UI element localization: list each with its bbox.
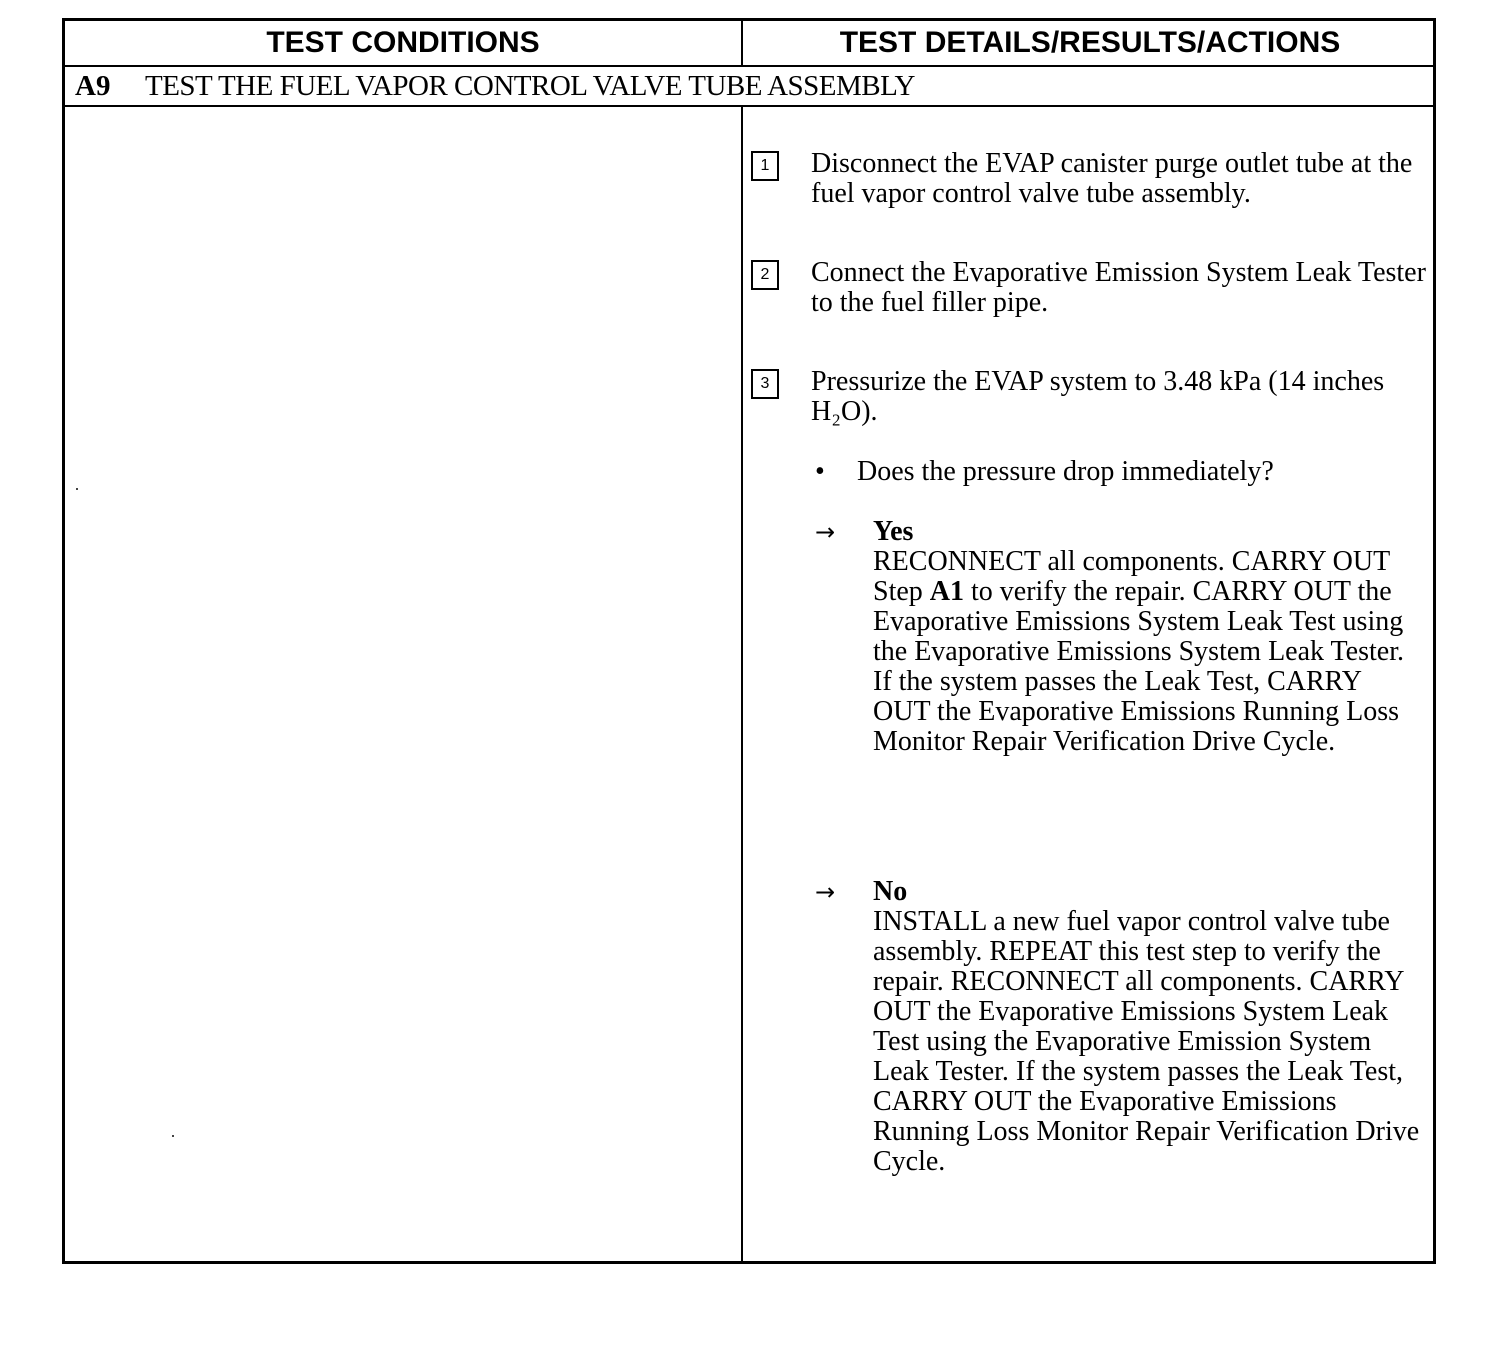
outcome-text-part: RECONNECT all components. CARRY OUT Step [873,546,1390,607]
bullet-icon: • [815,456,825,487]
arrow-right-icon: → [815,518,836,546]
step-number-box: 1 [751,151,779,181]
header-test-details: TEST DETAILS/RESULTS/ACTIONS [839,26,1341,59]
arrow-right-icon: → [815,878,836,906]
test-step-title: TEST THE FUEL VAPOR CONTROL VALVE TUBE ASSEMBLY [145,70,915,102]
outcome-text [873,547,1423,757]
question-text: Does the pressure drop immediately? [857,456,1274,487]
step-text: Connect the Evaporative Emission System Leak Tester to the fuel filler pipe. [811,257,1426,318]
outcome-label: Yes [873,516,914,547]
test-step-title-row [65,67,1433,107]
outcome-text: INSTALL a new fuel vapor control valve tube assembly. REPEAT this test step to verify the repair. RECONNECT all components. CARRY OUT the Evaporative Emissions System Leak Test using the Evaporative Emission System Leak Tester. If the system passes the Leak Test, CARRY OUT the Evaporative Emissions Running Loss Monitor Repair Verification Drive Cycle. [873,906,1420,1177]
test-table [62,18,1436,1264]
outcome-text-part: to verify the repair. CARRY OUT the Evaporative Emissions System Leak Test using the Evaporative Emissions System Leak Tester. If the system passes the Leak Test, CARRY OUT the Evaporative Emissions Running Loss Monitor Repair Verification Drive Cycle. [873,576,1404,757]
scan-speck [76,488,78,490]
column-divider-body [741,105,743,1261]
step-number-box: 3 [751,369,779,399]
step-text: Pressurize the EVAP system to 3.48 kPa (14 inches H₂O). [811,366,1385,427]
header-test-conditions: TEST CONDITIONS [266,26,540,59]
table-header-row [65,21,1433,67]
outcome-label: No [873,876,908,907]
step-text: Disconnect the EVAP canister purge outlet tube at the fuel vapor control valve tube assembly. [811,148,1413,209]
test-step-id: A9 [75,70,111,102]
step-number-box: 2 [751,260,779,290]
step-reference: A1 [929,576,965,607]
scan-speck [172,1135,174,1137]
column-divider-header [741,21,743,65]
